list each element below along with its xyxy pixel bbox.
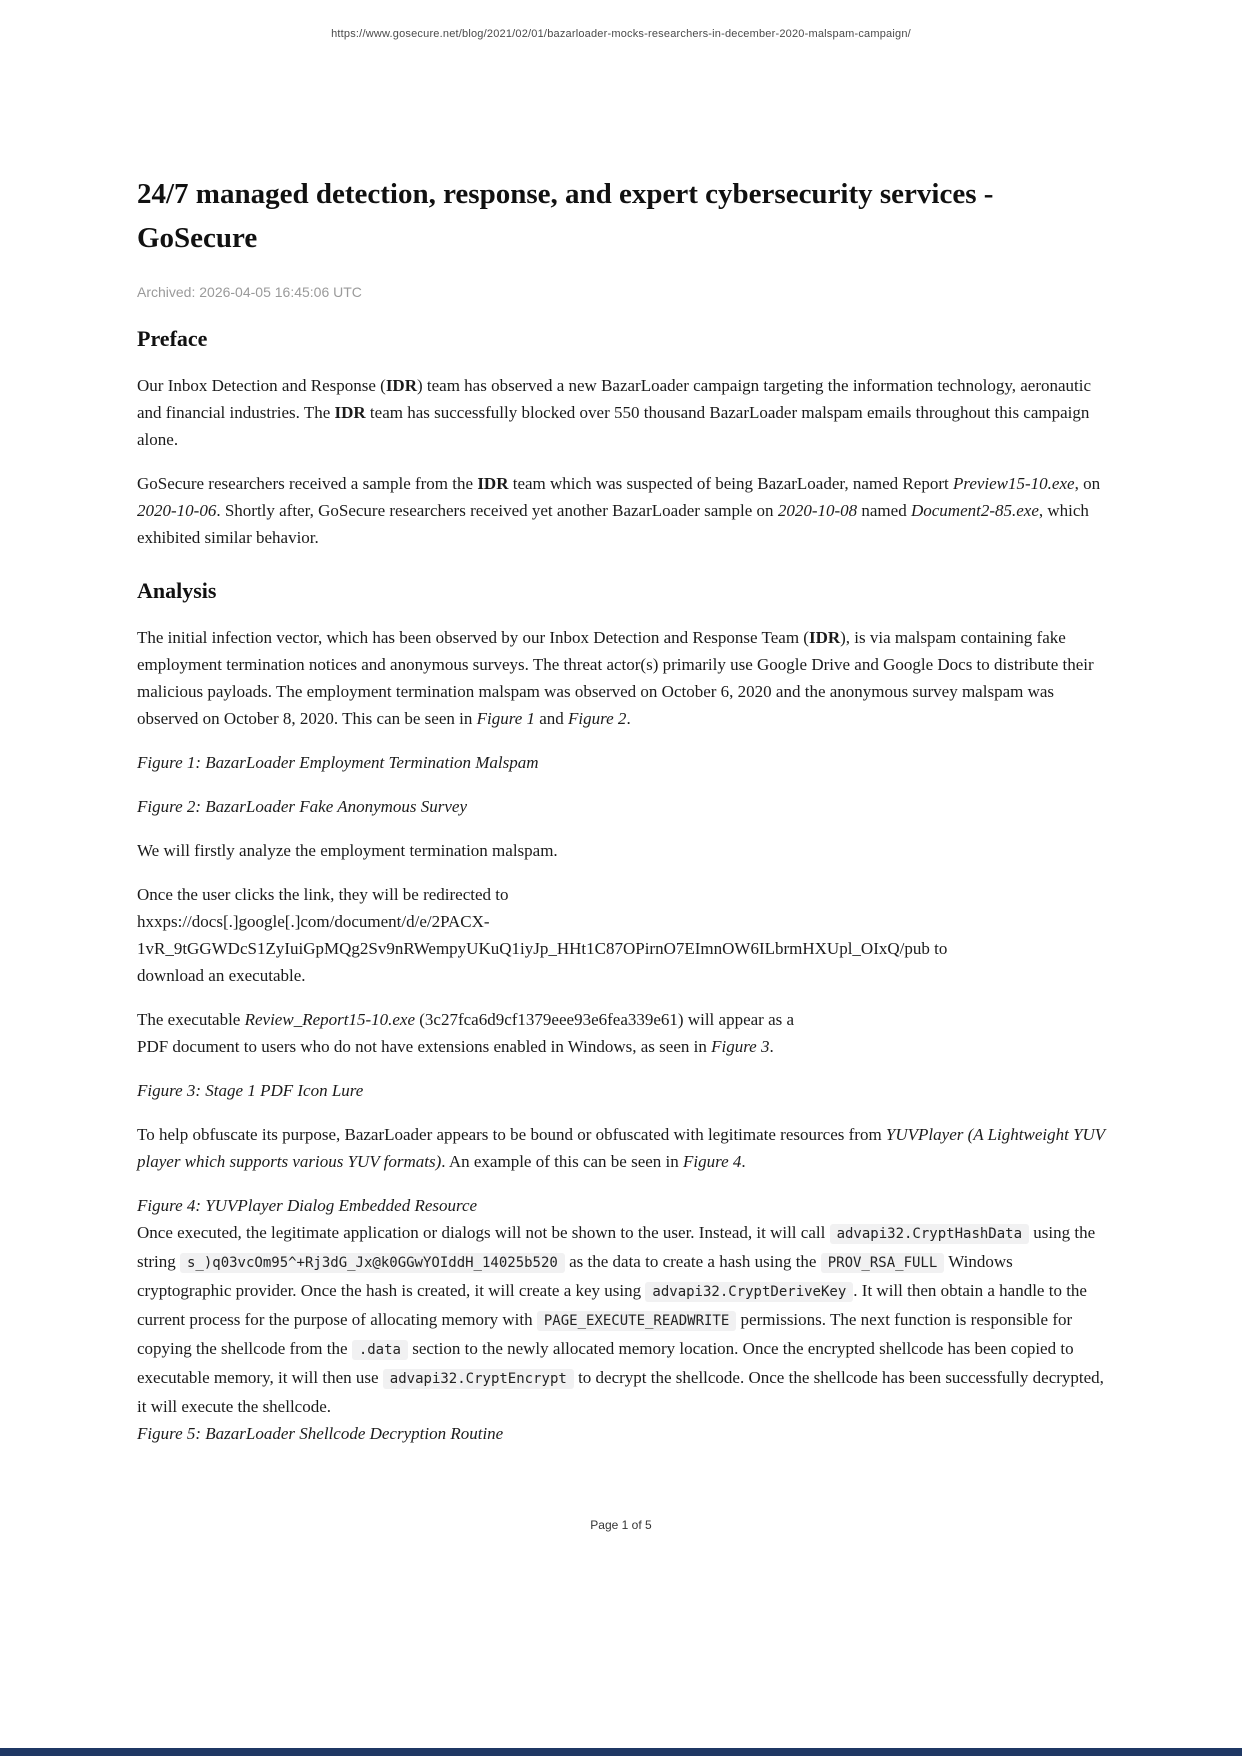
text-run: hxxps://docs[.]google[.]com/document/d/e/2PACX- — [137, 912, 490, 931]
inline-code: PAGE_EXECUTE_READWRITE — [537, 1311, 736, 1331]
italic-text: Review_Report15-10.exe — [244, 1010, 416, 1029]
text-run: team has successfully blocked over 550 thousand BazarLoader malspam emails throughout this campaign alone. — [137, 403, 1090, 449]
text-run: , on — [1074, 474, 1101, 493]
archived-timestamp: Archived: 2026-04-05 16:45:06 UTC — [137, 284, 362, 300]
text-run: , which exhibited similar behavior. — [137, 501, 1089, 547]
italic-text: 2020-10-06 — [137, 501, 217, 520]
italic-text: Figure 1 — [476, 709, 535, 728]
text-run: team which was suspected of being BazarLoader, named Report — [508, 474, 953, 493]
text-run: . Shortly after, GoSecure researchers received yet another BazarLoader sample on — [216, 501, 778, 520]
inline-code: advapi32.CryptEncrypt — [383, 1369, 574, 1389]
page-title: 24/7 managed detection, response, and expert cybersecurity services - GoSecure — [137, 178, 994, 254]
text-run: and — [535, 709, 569, 728]
text-run: The initial infection vector, which has been observed by our Inbox Detection and Response Team ( — [137, 628, 809, 647]
inline-code: advapi32.CryptDeriveKey — [645, 1282, 853, 1302]
paragraph-analysis-1 — [137, 624, 1105, 732]
inline-code: advapi32.CryptHashData — [830, 1224, 1029, 1244]
paragraph-execution-detail — [137, 1219, 1105, 1420]
italic-text: Document2-85.exe — [910, 501, 1039, 520]
figure-caption-5: Figure 5: BazarLoader Shellcode Decryption Routine — [137, 1424, 504, 1443]
bold-text: IDR — [334, 403, 366, 422]
text-run: To help obfuscate its purpose, BazarLoader appears to be bound or obfuscated with legitimate resources from — [137, 1125, 886, 1144]
figure-caption-4: Figure 4: YUVPlayer Dialog Embedded Resource — [137, 1196, 478, 1215]
paragraph-redirect-url — [137, 881, 1105, 989]
inline-code: .data — [352, 1340, 408, 1360]
text-run: named — [857, 501, 911, 520]
text-run: . — [769, 1037, 774, 1056]
text-run: GoSecure researchers received a sample from the — [137, 474, 478, 493]
figure-caption-2: Figure 2: BazarLoader Fake Anonymous Survey — [137, 797, 468, 816]
text-run: download an executable. — [137, 966, 306, 985]
figure-caption-1: Figure 1: BazarLoader Employment Termination Malspam — [137, 753, 539, 772]
bold-text: IDR — [808, 628, 841, 647]
text-run: We will firstly analyze the employment termination malspam. — [137, 841, 558, 860]
text-run: Once executed, the legitimate application or dialogs will not be shown to the user. Instead, it will call — [137, 1223, 830, 1242]
bold-text: IDR — [385, 376, 417, 395]
bold-text: IDR — [477, 474, 509, 493]
paragraph-preface-1 — [137, 372, 1105, 453]
inline-code: s_)q03vcOm95^+Rj3dG_Jx@k0GGwYOIddH_14025b520 — [180, 1253, 565, 1273]
paragraph-obfuscate — [137, 1121, 1105, 1175]
italic-text: 2020-10-08 — [777, 501, 858, 520]
text-run: . — [626, 709, 631, 728]
italic-text: Preview15-10.exe — [952, 474, 1075, 493]
text-run: . An example of this can be seen in — [441, 1152, 684, 1171]
italic-text: Figure 4 — [683, 1152, 742, 1171]
text-run: ), is via malspam containing fake employment termination notices and anonymous surveys. The threat actor(s) primarily use Google Drive and Google Docs to distribute their malicious payloads. The employment termination malspam was observed on October 6, 2020 and the anonymous survey malspam was observed on October 8, 2020. This can be seen in — [137, 628, 1094, 728]
text-run: 1vR_9tGGWDcS1ZyIuiGpMQg2Sv9nRWempyUKuQ1iyJp_HHt1C87OPirnO7EImnOW6ILbrmHXUpl_OIxQ/pub to — [137, 939, 948, 958]
text-run: . — [741, 1152, 746, 1171]
italic-text: Figure 2 — [568, 709, 627, 728]
paragraph-analyze-first — [137, 837, 1105, 864]
paragraph-executable-hash — [137, 1006, 1105, 1060]
text-run: using the string — [137, 1223, 1096, 1271]
text-run: to decrypt the shellcode. Once the shellcode has been successfully decrypted, it will execute the shellcode. — [137, 1368, 1104, 1416]
text-run: Windows cryptographic provider. Once the hash is created, it will create a key using — [137, 1252, 1013, 1300]
text-run: section to the newly allocated memory location. Once the encrypted shellcode has been copied to executable memory, it will then use — [137, 1339, 1074, 1387]
section-heading-analysis: Analysis — [137, 578, 217, 603]
italic-text: Figure 3 — [711, 1037, 770, 1056]
page-number: Page 1 of 5 — [590, 1518, 652, 1532]
text-run: Our Inbox Detection and Response ( — [137, 376, 386, 395]
text-run: ) team has observed a new BazarLoader campaign targeting the information technology, aeronautic and financial industries. The — [137, 376, 1092, 422]
paragraph-preface-2 — [137, 470, 1105, 551]
section-spacer — [137, 568, 1105, 578]
section-heading-preface: Preface — [137, 326, 208, 351]
text-run: . It will then obtain a handle to the current process for the purpose of allocating memory with — [137, 1281, 1087, 1329]
text-run: Once the user clicks the link, they will be redirected to — [137, 885, 509, 904]
archive-source-url: https://www.gosecure.net/blog/2021/02/01/bazarloader-mocks-researchers-in-december-2020-malspam-campaign/ — [331, 28, 911, 40]
italic-text: YUVPlayer (A Lightweight YUV player which supports various YUV formats) — [137, 1125, 1105, 1171]
text-run: as the data to create a hash using the — [564, 1252, 821, 1271]
text-run: The executable — [137, 1010, 245, 1029]
article — [137, 172, 1105, 1447]
text-run: permissions. The next function is responsible for copying the shellcode from the — [137, 1310, 1073, 1358]
text-run: PDF document to users who do not have extensions enabled in Windows, as seen in — [137, 1037, 712, 1056]
inline-code: PROV_RSA_FULL — [821, 1253, 945, 1273]
page-edge-bar — [0, 1748, 1242, 1756]
text-run: (3c27fca6d9cf1379eee93e6fea339e61) will appear as a — [415, 1010, 795, 1029]
figure-caption-3: Figure 3: Stage 1 PDF Icon Lure — [137, 1081, 364, 1100]
